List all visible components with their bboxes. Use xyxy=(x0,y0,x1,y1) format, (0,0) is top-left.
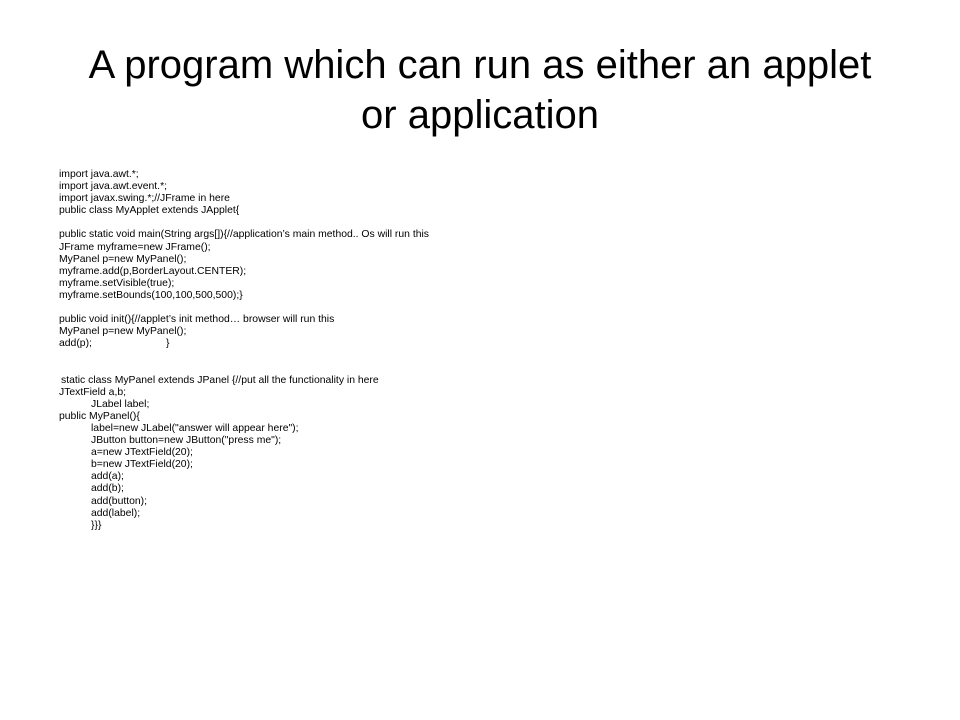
code-text: public MyPanel(){ xyxy=(59,410,140,422)
code-text: add(button); xyxy=(91,495,148,507)
code-line xyxy=(59,496,919,508)
code-line xyxy=(59,290,919,302)
blank-line xyxy=(59,217,919,229)
code-text: import java.awt.*; xyxy=(59,169,139,180)
code-line xyxy=(59,375,919,387)
code-text: import javax.swing.*;//JFrame in here xyxy=(59,193,230,205)
code-text: myframe.add(p,BorderLayout.CENTER); xyxy=(59,265,247,277)
code-text: public static void main(String args[]){//application’s main method.. Os will run this xyxy=(59,229,429,241)
code-line xyxy=(59,242,919,254)
code-text: add(p); xyxy=(59,338,92,350)
code-text: public class MyApplet extends JApplet{ xyxy=(59,205,240,217)
code-line xyxy=(59,508,919,520)
slide-title-line-1: A program which can run as either an applet xyxy=(88,43,872,87)
code-line xyxy=(59,326,919,338)
code-text: add(a); xyxy=(91,471,124,483)
code-text: JButton button=new JButton("press me"); xyxy=(91,435,282,447)
code-text: b=new JTextField(20); xyxy=(91,459,193,471)
code-line xyxy=(59,459,919,471)
code-text: public void init(){//applet’s init method… browser will run this xyxy=(59,314,335,326)
code-text: static class MyPanel extends JPanel {//put all the functionality in here xyxy=(61,374,379,386)
code-text: add(label); xyxy=(91,507,141,519)
code-line xyxy=(59,338,919,350)
code-text: label=new JLabel("answer will appear here"); xyxy=(91,422,299,434)
code-line xyxy=(59,266,919,278)
code-listing xyxy=(59,169,919,532)
code-line xyxy=(59,387,919,399)
code-text: a=new JTextField(20); xyxy=(91,447,193,459)
code-text-tail: } xyxy=(165,338,170,350)
code-text: MyPanel p=new MyPanel(); xyxy=(59,253,187,265)
code-line xyxy=(59,278,919,290)
slide-title xyxy=(40,40,920,140)
code-text: myframe.setBounds(100,100,500,500);} xyxy=(59,289,243,301)
code-line xyxy=(59,169,919,181)
blank-line xyxy=(59,350,919,362)
slide-title-line-2: or application xyxy=(361,93,599,137)
code-text: myframe.setVisible(true); xyxy=(59,277,175,289)
code-line xyxy=(59,314,919,326)
code-text: add(b); xyxy=(91,483,124,495)
code-text: JTextField a,b; xyxy=(59,386,126,398)
code-line xyxy=(59,229,919,241)
code-line xyxy=(59,205,919,217)
code-line xyxy=(59,254,919,266)
code-text: MyPanel p=new MyPanel(); xyxy=(59,326,187,338)
code-line xyxy=(59,520,919,532)
blank-line xyxy=(59,302,919,314)
code-text: import java.awt.event.*; xyxy=(59,181,167,193)
code-text: JLabel label; xyxy=(91,398,150,410)
code-line xyxy=(59,447,919,459)
code-line xyxy=(59,181,919,193)
blank-line xyxy=(59,363,919,375)
code-text: JFrame myframe=new JFrame(); xyxy=(59,241,211,253)
code-line xyxy=(59,411,919,423)
code-line xyxy=(59,193,919,205)
code-line xyxy=(59,471,919,483)
code-line xyxy=(59,423,919,435)
code-text: }}} xyxy=(91,519,102,531)
code-line xyxy=(59,483,919,495)
code-line xyxy=(59,435,919,447)
code-line xyxy=(59,399,919,411)
